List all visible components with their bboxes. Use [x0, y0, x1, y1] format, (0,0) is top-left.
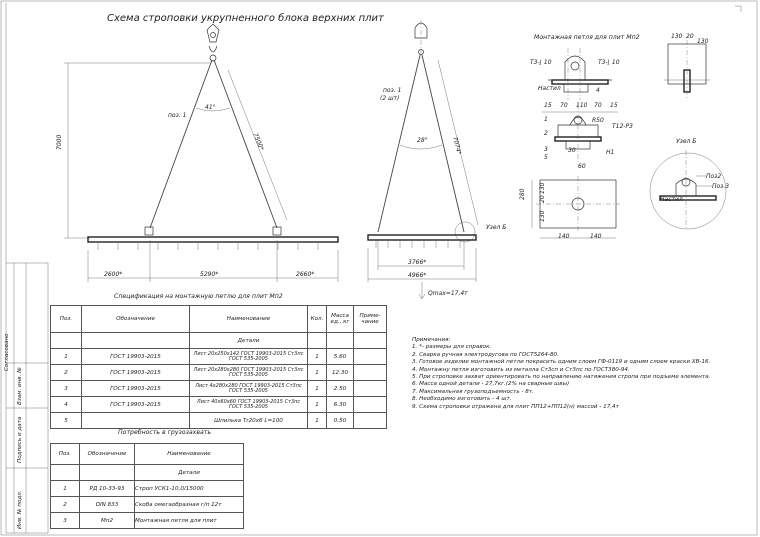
nodeb-title: Узел Б [676, 138, 697, 145]
note-item: 6. Масса одной детали - 27,7кг.(2% на сварные швы) [412, 381, 570, 388]
front-view [64, 24, 338, 282]
need-row [51, 497, 244, 513]
side-view [368, 20, 478, 299]
need-cell-pos: 3 [51, 513, 80, 529]
note-item: 9. Схема строповки отражена для плит ПП12+ПП12(н) массой - 17,4т [412, 403, 619, 410]
loop-dim-130b: 130 [539, 210, 546, 222]
spec-name-b: 40х60х60 ГОСТ 19903-2015 Ст3пс ГОСТ 535-2005 [211, 398, 301, 410]
need-header-row [51, 444, 244, 465]
spec-table [50, 305, 387, 429]
need-h-pos: Поз. [51, 444, 80, 465]
spec-cell-qty: 1 [308, 365, 327, 381]
spec-cell-note [354, 349, 387, 365]
side-node-label: Узел Б [486, 224, 507, 231]
spec-cell-name [190, 397, 308, 413]
spec-cell-pos: 2 [51, 365, 82, 381]
loop-dim-110: 110 [576, 102, 588, 109]
spec-cell-note [354, 397, 387, 413]
spec-cell-name [190, 365, 308, 381]
spec-cell-code [82, 413, 190, 429]
spec-name-a: Лист [193, 366, 207, 373]
note-item: 2. Сварка ручная электродугова по ГОСТ5264-80. [412, 351, 559, 358]
spec-caption: Спецификация на монтажную петлю для плит Мп2 [114, 293, 283, 300]
drawing-title: Схема строповки укрупненного блока верхних плит [107, 13, 384, 24]
spec-cell-qty: 1 [308, 349, 327, 365]
loop-dim-30: 30 [568, 147, 576, 154]
need-cell-code: DIN 833 [80, 497, 135, 513]
loop-dim-140b: 140 [590, 233, 602, 240]
note-item: 1. *- размеры для справок. [412, 344, 492, 351]
front-dim-left: 2600* [104, 271, 123, 278]
spec-cell-note [354, 381, 387, 397]
need-cell-name: Строп УСК1-10,0/15000 [135, 481, 244, 497]
loop-dim-60: 60 [578, 163, 586, 170]
stamp-agreed: Согласовано [4, 333, 10, 371]
tr-dim-130b: 130 [697, 38, 709, 45]
spec-row [51, 349, 387, 365]
note-item: 7. Максимальная грузоподъемность - 8т. [412, 388, 534, 395]
side-rope-len-dim: 7074* [451, 136, 463, 156]
front-rope-len-dim: 7500* [251, 132, 265, 152]
loop-dim-280: 280 [519, 188, 526, 200]
spec-cell-qty: 1 [308, 397, 327, 413]
spec-cell-mass: 0.50 [327, 413, 354, 429]
side-qmax: Qmax=17,4т [428, 290, 468, 297]
spec-cell-code: ГОСТ 19903-2015 [82, 397, 190, 413]
stamp-inv-orig: Инв. № подл. [17, 490, 23, 529]
notes-block [412, 337, 710, 411]
spec-h-code: Обозначение [82, 306, 190, 333]
loop-r50: R50 [592, 117, 604, 124]
loop-dim-130a: 130 [539, 182, 546, 194]
need-cell-code: РД 10-33-93 [80, 481, 135, 497]
node-b-detail [650, 150, 726, 230]
note-item: 8. Необходимо изготовить - 4 шт. [412, 396, 512, 403]
spec-cell-code: ГОСТ 19903-2015 [82, 349, 190, 365]
spec-cell-mass: 6.30 [327, 397, 354, 413]
loop-dim-15a: 15 [544, 102, 552, 109]
spec-cell-qty: 1 [308, 413, 327, 429]
spec-header-row [51, 306, 387, 333]
spec-cell-note [354, 365, 387, 381]
spec-row [51, 397, 387, 413]
stamp-sign-date: Подпись и дата [17, 416, 23, 463]
spec-row [51, 365, 387, 381]
need-cell-name: Монтажная петля для плит [135, 513, 244, 529]
spec-h-name: Наименование [190, 306, 308, 333]
spec-h-mass: Масса ед., кг [327, 306, 354, 333]
note-item: 4. Монтажну петля изготовить из металла Ст3сп и Ст3пс по ГОСТ380-94. [412, 366, 630, 373]
need-cell-code: Мп2 [80, 513, 135, 529]
spec-cell-name [190, 349, 308, 365]
loop-dim-140a: 140 [558, 233, 570, 240]
need-table [50, 443, 244, 529]
front-height-dim: 7000 [56, 134, 63, 150]
spec-cell-name [190, 413, 308, 429]
nodeb-nastil: Настил [660, 196, 683, 203]
spec-cell-code: ГОСТ 19903-2015 [82, 365, 190, 381]
need-h-code: Обозначение [80, 444, 135, 465]
spec-cell-name [190, 381, 308, 397]
need-row [51, 513, 244, 529]
spec-name-a: Лист [196, 398, 210, 405]
spec-name-a: Лист [195, 382, 208, 389]
need-caption: Потребность в грузозахвать [118, 429, 212, 436]
front-dim-mid: 5290* [200, 271, 219, 278]
loop-t12: Т12-Р3 [612, 123, 633, 130]
spec-cell-mass: 2.50 [327, 381, 354, 397]
need-cell-name: Скоба омегаобразная г/п 12т [135, 497, 244, 513]
front-dim-right: 2660* [296, 271, 315, 278]
spec-cell-pos: 4 [51, 397, 82, 413]
nodeb-poz2: Поз2 [706, 173, 722, 180]
note-item: 3. Готовое изделие монтажной петли покрасить одним слоем ГФ-0119 и одним слоем краски ХВ-16. [412, 359, 711, 366]
spec-name-a: Шпилька [214, 417, 242, 424]
front-pos1-label: поз. 1 [168, 112, 187, 119]
loop-n4-label: 4 [596, 87, 600, 94]
side-dim-outer: 4966* [408, 272, 427, 279]
side-stamp-labels [2, 263, 48, 533]
loop-dim-70a: 70 [560, 102, 568, 109]
loop-dim-20: 20 [539, 195, 546, 203]
tr-dim-130: 130 [671, 33, 683, 40]
loop-t3-right: Т3-⌊ 10 [598, 59, 620, 66]
spec-name-b: 20х250х142 ГОСТ 19903-2015 Ст3пс ГОСТ 535-2005 [207, 350, 304, 362]
stamp-replace-inv: Взам. инв. № [17, 367, 23, 405]
loop-pos-1: 1 [544, 116, 548, 123]
need-h-name: Наименование [135, 444, 244, 465]
front-angle-label: 41° [205, 104, 216, 111]
spec-h-qty: Кол. [308, 306, 327, 333]
spec-row [51, 413, 387, 429]
spec-cell-qty: 1 [308, 381, 327, 397]
spec-h-note: Приме- чание [354, 306, 387, 333]
top-right-detail [664, 40, 710, 98]
spec-cell-pos: 3 [51, 381, 82, 397]
loop-pos-2: 2 [544, 130, 548, 137]
spec-cell-pos: 5 [51, 413, 82, 429]
tr-dim-20: 20 [686, 33, 694, 40]
spec-cell-mass: 5.60 [327, 349, 354, 365]
loop-pos-5: 5 [544, 154, 548, 161]
need-row [51, 481, 244, 497]
spec-cell-code: ГОСТ 19903-2015 [82, 381, 190, 397]
spec-name-a: Лист [193, 350, 207, 357]
spec-row [51, 381, 387, 397]
spec-name-b: 4х280х280 ГОСТ 19903-2015 Ст3пс ГОСТ 535-2005 [209, 382, 302, 394]
loop-dim-15b: 15 [610, 102, 618, 109]
loop-dim-70b: 70 [594, 102, 602, 109]
spec-h-pos: Поз. [51, 306, 82, 333]
note-item: 5. При строповке захват ориентировать по направлению натяжения стропа при подъеме элемента. [412, 374, 711, 381]
side-pos1-qty: (2 шт) [380, 95, 400, 102]
loop-detail-title: Монтажная петля для плит Мп2 [534, 34, 640, 41]
need-cell-pos: 2 [51, 497, 80, 513]
spec-cell-pos: 1 [51, 349, 82, 365]
side-pos1-label: поз. 1 [383, 87, 402, 94]
loop-n1-label: Н1 [606, 149, 615, 156]
spec-cell-mass: 12.30 [327, 365, 354, 381]
spec-name-b: Тr20х6 L=100 [242, 417, 283, 424]
spec-name-b: 20х280х280 ГОСТ 19903-2015 Ст3пс ГОСТ 535-2005 [207, 366, 304, 378]
loop-detail [532, 48, 620, 238]
side-dim-inner: 3766* [408, 259, 427, 266]
side-angle-label: 28° [417, 137, 428, 144]
nodeb-poz3: Поз.3 [712, 183, 730, 190]
spec-section: Детали [190, 333, 308, 349]
notes-title: Примечания: [412, 337, 451, 343]
spec-cell-note [354, 413, 387, 429]
loop-nastil-label: Настил [538, 85, 561, 92]
loop-t3-left: Т3-⌊ 10 [530, 59, 552, 66]
need-section: Детали [135, 465, 244, 481]
need-cell-pos: 1 [51, 481, 80, 497]
loop-pos-3: 3 [544, 146, 548, 153]
